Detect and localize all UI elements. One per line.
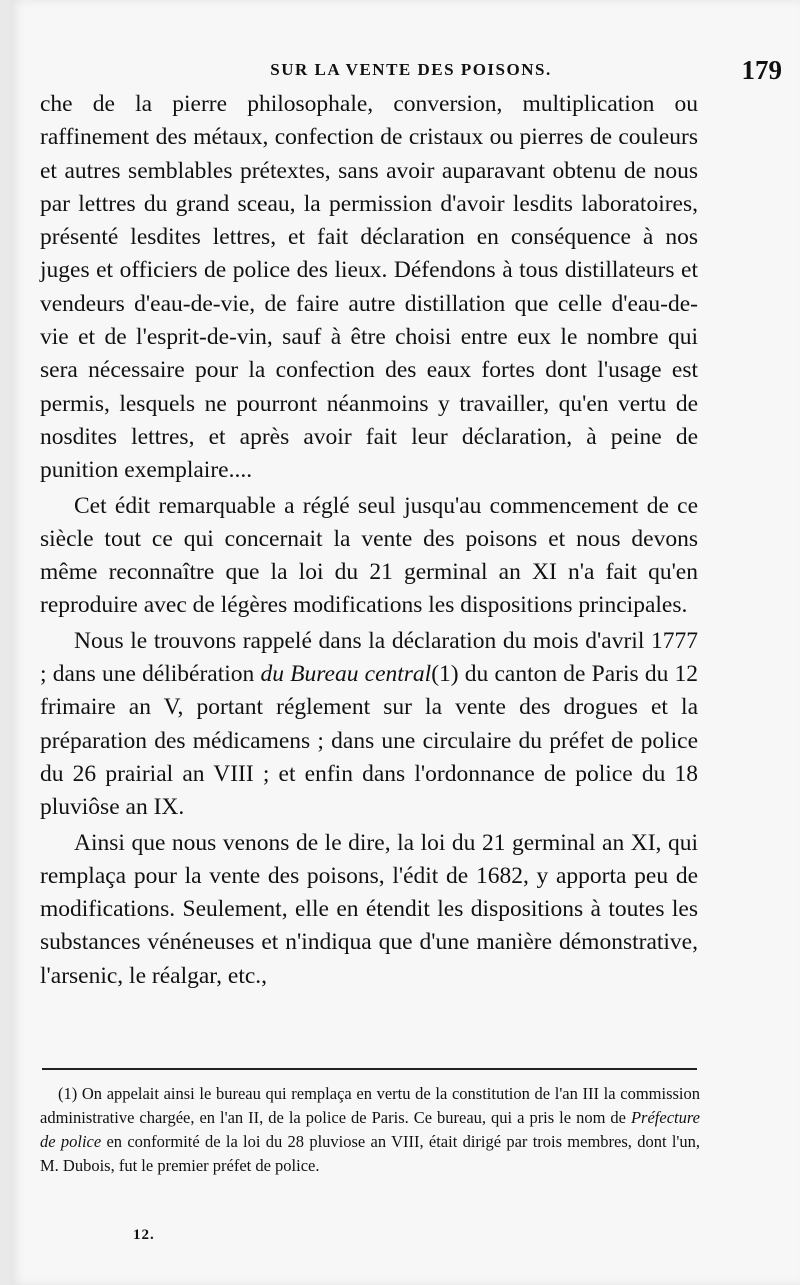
paragraph-3	[40, 625, 698, 825]
footnote	[40, 1082, 700, 1178]
footnote-divider	[42, 1068, 697, 1070]
signature-mark: 12.	[133, 1227, 155, 1243]
footnote-text	[40, 1082, 700, 1178]
paragraph-2: Cet édit remarquable a réglé seul jusqu'au commencement de ce siècle tout ce qui concernait la vente des poisons et nous devons même reconnaître que la loi du 21 germinal an XI n'a fait qu'en reproduire avec de légères modifications les dispositions principales.	[40, 492, 698, 619]
paragraph-4: Ainsi que nous venons de le dire, la loi du 21 germinal an XI, qui remplaça pour la vente des poisons, l'édit de 1682, y apporta peu de modifications. Seulement, elle en étendit les dispositions à toutes les substances vénéneuses et n'indiqua que d'une manière démonstrative, l'arsenic, le réalgar, etc.,	[40, 829, 698, 989]
page-header	[40, 57, 782, 87]
prefecture-italic: Préfecture de police	[40, 1108, 700, 1151]
footnote-start: (1) On appelait ainsi le bureau qui remplaça en vertu de la constitution de l'an III la commission administrative chargée, en l'an II, de la police de Paris. Ce bureau, qui a pris le nom de	[40, 1084, 700, 1127]
bureau-central-italic: du Bureau central	[260, 661, 432, 688]
running-title: SUR LA VENTE DES POISONS.	[270, 60, 552, 79]
page-number: 179	[741, 55, 782, 85]
paragraph-3-end: (1) du canton de Paris du 12 frimaire an V, portant réglement sur la vente des drogues et la préparation des médicamens ; dans une circulaire du préfet de police du 26 prairial an VIII ; et enfin dans l'ordonnance de police du 18 pluviôse an IX.	[40, 661, 698, 821]
footnote-end: en conformité de la loi du 28 pluviose an VIII, était dirigé par trois membres, dont l'un, M. Dubois, fut le premier préfet de police.	[40, 1132, 700, 1175]
paragraph-1: che de la pierre philosophale, conversion, multiplication ou raffinement des métaux, confection de cristaux ou pierres de couleurs et autres semblables prétextes, sans avoir auparavant obtenu de nous par lettres du grand sceau, la permission d'avoir lesdits laboratoires, présenté lesdites lettres, et fait déclaration en conséquence à nos juges et officiers de police des lieux. Défendons à tous distillateurs et vendeurs d'eau-de-vie, de faire autre distillation que celle d'eau-de-vie et de l'esprit-de-vin, sauf à être choisi entre eux le nombre qui sera nécessaire pour la confection des eaux fortes dont l'usage est permis, lesquels ne pourront néanmoins y travailler, qu'en vertu de nosdites lettres, et après avoir fait leur déclaration, à peine de punition exemplaire....	[40, 91, 698, 484]
main-text	[40, 88, 698, 995]
paragraph-3-start: Nous le trouvons rappelé dans la déclaration du mois d'avril 1777 ; dans une délibération	[40, 627, 698, 688]
book-page	[10, 0, 800, 1285]
